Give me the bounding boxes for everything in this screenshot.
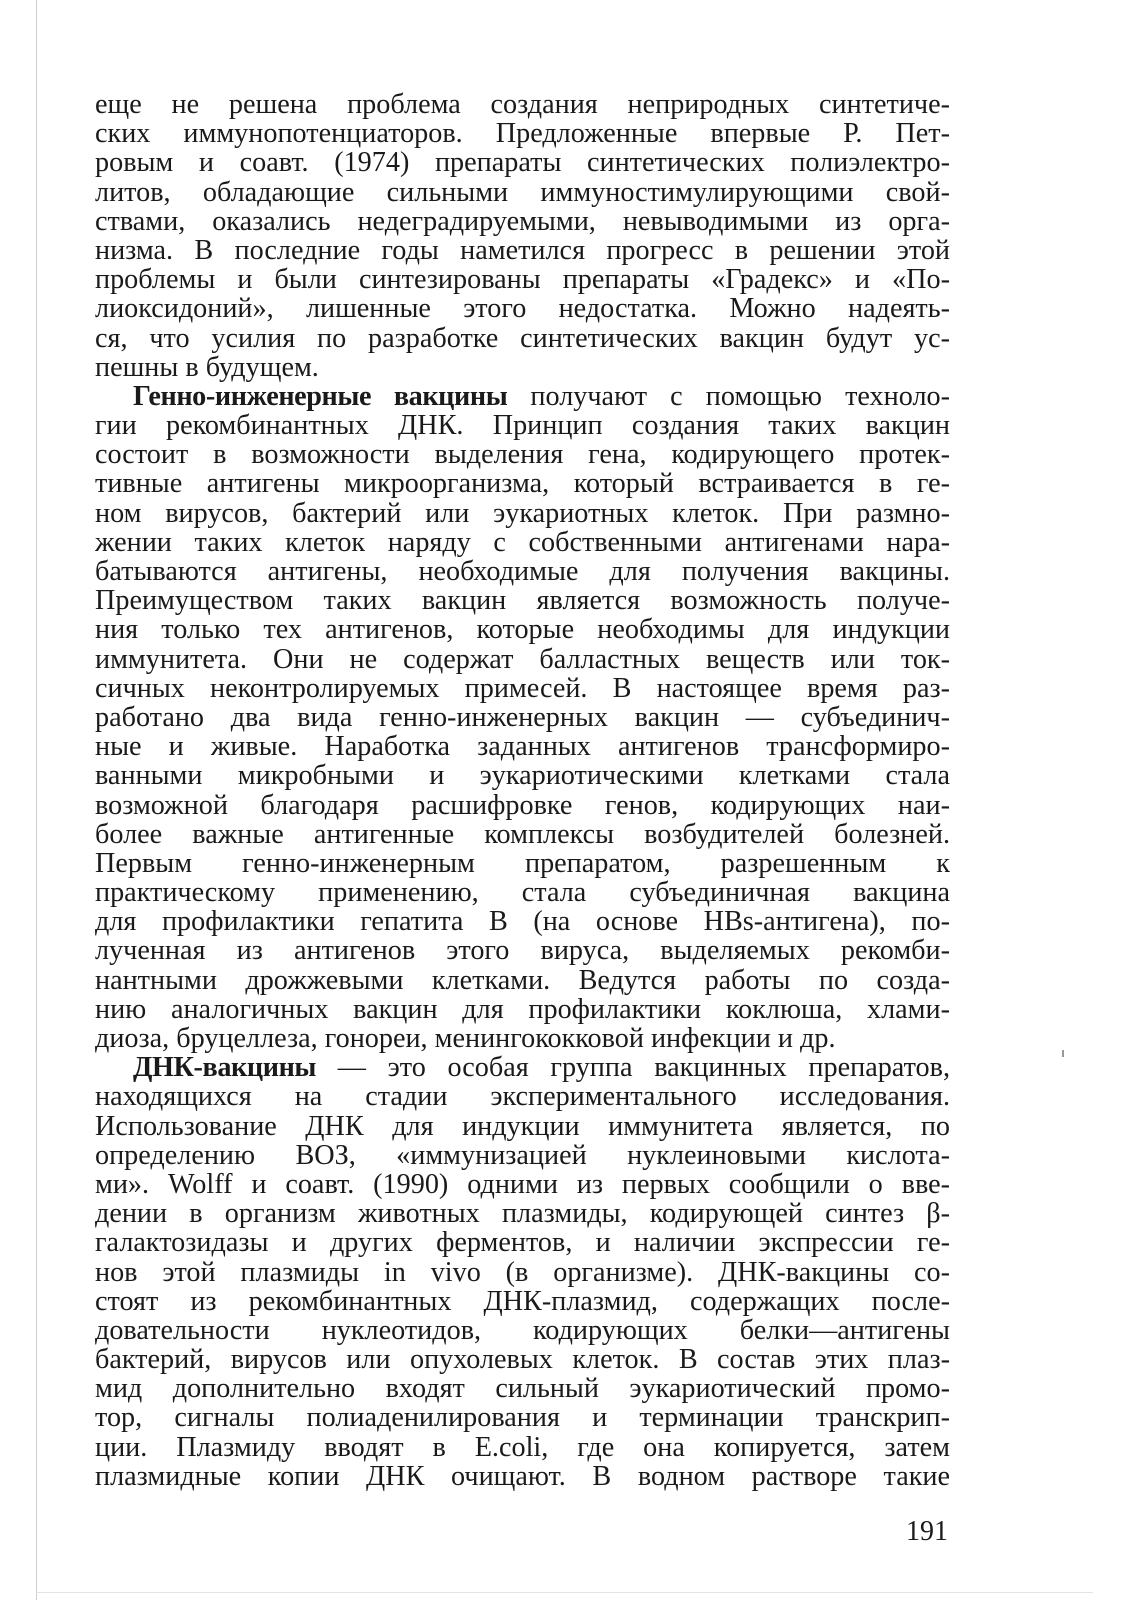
line-text: низма. В последние годы наметился прогресс в решении этой [95,235,950,266]
text-line [95,907,950,936]
text-line [95,791,950,820]
text-line [95,645,950,674]
text-line [95,324,950,353]
text-line [95,469,950,498]
text-line [95,1287,950,1316]
line-text: для профилактики гепатита В (на основе HBs-антигена), по- [95,907,950,937]
line-text: практическому применению, стала субъединичная вакцина [95,878,950,908]
text-line [95,1316,950,1345]
line-text: пешны в будущем. [95,352,319,382]
line-text: ся, что усилия по разработке синтетических вакцин будут ус- [95,323,950,353]
text-line [95,557,950,586]
line-text: тивные антигены микроорганизма, который встраивается в ге- [95,469,950,499]
line-text: ствами, оказались недеградируемыми, невыводимыми из орга- [95,206,950,236]
line-text: ми». Wolff и соавт. (1990) одними из первых сообщили о вве- [95,1169,950,1200]
line-text: иммунитета. Они не содержат балластных веществ или ток- [95,644,950,674]
text-line [95,1345,950,1374]
text-line [95,382,950,411]
line-text: мид дополнительно входят сильный эукариотический промо- [95,1374,950,1404]
line-text: Преимуществом таких вакцин является возможность получе- [95,586,950,616]
text-line [95,236,950,265]
line-text: лиоксидоний», лишенные этого недостатка. Можно надеять- [95,294,950,324]
text-line [95,820,950,849]
text-line [95,878,950,907]
text-line [95,936,950,965]
text-line [95,732,950,761]
line-text: еще не решена проблема создания неприродных синтетиче- [95,90,950,120]
text-line [95,703,950,732]
text-line [95,1228,950,1257]
text-line [95,1053,950,1082]
line-text: довательности нуклеотидов, кодирующих белки—антигены [95,1315,950,1346]
line-text: батываются антигены, необходимые для получения вакцины. [95,557,950,587]
text-line [95,294,950,323]
text-line [95,1082,950,1111]
bold-term: ДНК-вакцины [133,1053,317,1083]
line-text: Первым генно-инженерным препаратом, разрешенным к [95,848,950,879]
line-text: состоит в возможности выделения гена, кодирующего протек- [95,440,950,470]
line-text: ния только тех антигенов, которые необходимы для индукции [95,615,950,645]
text-line [95,1462,950,1491]
line-text: — это особая группа вакцинных препаратов, [316,1053,950,1083]
line-text: плазмидные копии ДНК очищают. В водном растворе такие [95,1461,950,1491]
line-text: ских иммунопотенциаторов. Предложенные впервые Р. Пет- [95,119,950,149]
text-line [95,615,950,644]
line-text: лученная из антигенов этого вируса, выделяемых рекомби- [95,936,950,966]
scan-speck [1062,1050,1064,1057]
text-line [95,148,950,177]
text-line [95,1403,950,1432]
text-line [95,1199,950,1228]
line-text: ции. Плазмиду вводят в E.coli, где она копируется, затем [95,1432,950,1462]
line-text: работано два вида генно-инженерных вакцин — субъединич- [95,702,950,733]
text-line [95,119,950,148]
text-line [95,966,950,995]
text-line [95,1141,950,1170]
text-line [95,528,950,557]
text-line [95,1024,950,1053]
bold-term: Генно-инженерные вакцины [133,381,508,412]
line-text: литов, обладающие сильными иммуностимулирующими свой- [95,177,950,207]
line-text: ванными микробными и эукариотическими клетками стала [95,761,950,791]
line-text: ном вирусов, бактерий или эукариотных клеток. При размно- [95,498,950,528]
line-text: стоят из рекомбинантных ДНК-плазмид, содержащих после- [95,1286,950,1316]
line-text: нов этой плазмиды in vivo (в организме). ДНК-вакцины со- [95,1257,950,1287]
text-line [95,1258,950,1287]
text-line [95,411,950,440]
text-line [95,265,950,294]
text-line [95,674,950,703]
text-line [95,90,950,119]
text-line [95,440,950,469]
text-line [95,586,950,615]
line-text: получают с помощью техноло- [507,381,950,412]
line-text: находящихся на стадии экспериментального исследования. [95,1082,950,1112]
line-text: возможной благодаря расшифровке генов, кодирующих наи- [95,790,950,820]
text-line [95,178,950,207]
line-text: дении в организм животных плазмиды, кодирующей синтез β- [95,1199,950,1229]
line-text: ровым и соавт. (1974) препараты синтетических полиэлектро- [95,148,950,178]
line-text: жении таких клеток наряду с собственными антигенами нара- [95,527,950,557]
text-line [95,995,950,1024]
line-text: бактерий, вирусов или опухолевых клеток. В состав этих плаз- [95,1345,950,1375]
line-text: проблемы и были синтезированы препараты «Градекс» и «По- [95,265,950,295]
line-text: диоза, бруцеллеза, гонореи, менингококковой инфекции и др. [95,1024,836,1054]
line-text: нию аналогичных вакцин для профилактики коклюша, хлами- [95,994,950,1024]
page-number: 191 [906,1516,948,1547]
text-line [95,353,950,382]
line-text: определению ВОЗ, «иммунизацией нуклеиновыми кислота- [95,1140,950,1170]
line-text: гии рекомбинантных ДНК. Принцип создания таких вакцин [95,411,950,441]
text-line [95,761,950,790]
text-line [95,1433,950,1462]
page-bottom-rule [36,1592,1093,1593]
text-line [95,849,950,878]
text-line [95,499,950,528]
line-text: более важные антигенные комплексы возбудителей болезней. [95,819,950,849]
line-text: Использование ДНК для индукции иммунитета является, по [95,1111,950,1141]
text-line [95,1112,950,1141]
body-text [95,90,950,1491]
line-text: тор, сигналы полиаденилирования и терминации транскрип- [95,1403,950,1433]
text-line [95,1374,950,1403]
line-text: сичных неконтролируемых примесей. В настоящее время раз- [95,673,950,703]
text-line [95,207,950,236]
line-text: нантными дрожжевыми клетками. Ведутся работы по созда- [95,965,950,995]
page-edge-rule [36,0,37,1600]
line-text: галактозидазы и других ферментов, и наличии экспрессии ге- [95,1228,950,1258]
line-text: ные и живые. Наработка заданных антигенов трансформиро- [95,732,950,762]
text-line [95,1170,950,1199]
